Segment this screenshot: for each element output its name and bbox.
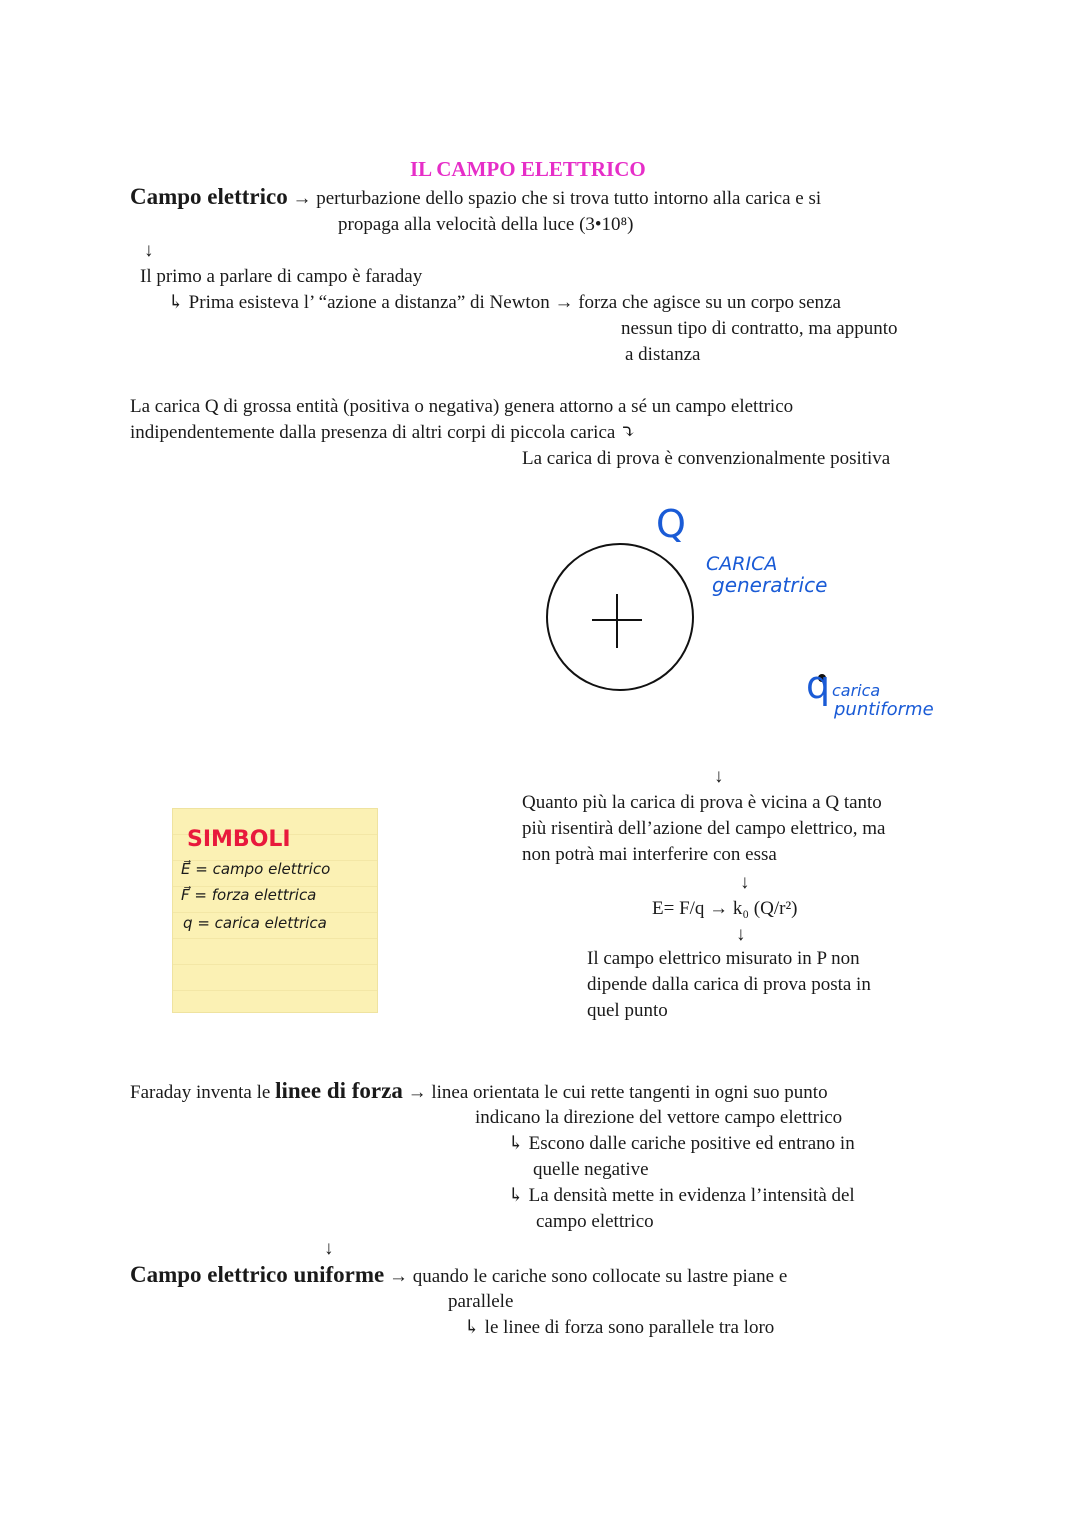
arrow-down-icon: ↓ — [714, 766, 724, 787]
arrow-down-icon: ↓ — [736, 924, 746, 945]
lines-prefix: Faraday inventa le — [130, 1082, 271, 1103]
measured-text-1: Il campo elettrico misurato in P non — [587, 948, 860, 969]
term-campo-uniforme: Campo elettrico uniforme — [130, 1262, 385, 1287]
vector-f-icon: F⃗ — [181, 886, 190, 904]
faraday-first: Il primo a parlare di campo è faraday — [140, 266, 423, 287]
sub-arrow-icon: ↳ — [464, 1317, 480, 1338]
symbol-q-letter: q — [183, 914, 193, 932]
def-text-2: propaga alla velocità della luce (3•10⁸) — [338, 214, 634, 235]
newton-prefix: Prima esisteva l’ “azione a distanza” di Newton — [188, 292, 550, 313]
charge-text-2: indipendentemente dalla presenza di altri corpi di piccola carica — [130, 422, 616, 443]
arrow-down-icon: ↓ — [740, 872, 750, 893]
newton-text-1: forza che agisce su un corpo senza — [578, 292, 841, 313]
label-carica-puntiforme-1: carica — [832, 681, 881, 700]
label-carica-generatrice-1: CARICA — [706, 553, 778, 575]
lines-text-4: quelle negative — [533, 1159, 649, 1180]
sub-arrow-icon: ↳ — [508, 1185, 524, 1206]
arrow-right-icon: → — [554, 292, 574, 313]
lines-text-3: Escono dalle cariche positive ed entrano in — [528, 1133, 855, 1154]
near-text-3: non potrà mai interferire con essa — [522, 844, 777, 865]
lines-row-3 — [508, 1131, 855, 1157]
arrow-down-icon: ↓ — [324, 1238, 334, 1259]
term-campo-elettrico: Campo elettrico — [130, 184, 288, 209]
label-Q: Q — [656, 502, 686, 546]
charge-text-2-row — [130, 420, 636, 446]
symbol-f-meaning: = forza elettrica — [194, 886, 317, 904]
uniform-text-2: parallele — [448, 1291, 514, 1312]
def-text-1: perturbazione dello spazio che si trova tutto intorno alla carica e si — [316, 188, 822, 209]
uniform-text-3: le linee di forza sono parallele tra loro — [484, 1317, 775, 1338]
page-title: IL CAMPO ELETTRICO — [410, 157, 646, 181]
sub-arrow-icon: ↳ — [168, 292, 184, 313]
turn-down-arrow-icon: ⤵ — [620, 422, 636, 443]
lines-text-5: La densità mette in evidenza l’intensità del — [528, 1185, 855, 1206]
term-linee-di-forza: linee di forza — [275, 1078, 403, 1103]
uniform-row-3 — [464, 1315, 774, 1341]
newton-text-2: nessun tipo di contratto, ma appunto — [621, 318, 898, 339]
arrow-right-icon: → — [388, 1266, 408, 1287]
symbols-title: SIMBOLI — [187, 827, 291, 852]
arrow-right-icon: → — [292, 188, 312, 209]
source-charge-circle — [547, 544, 693, 690]
label-q: q — [806, 663, 831, 707]
measured-text-3: quel punto — [587, 1000, 668, 1021]
def-line-1 — [130, 184, 821, 212]
label-carica-puntiforme-2: puntiforme — [834, 699, 934, 720]
lines-text-6: campo elettrico — [536, 1211, 654, 1232]
newton-line — [168, 290, 841, 316]
symbol-row-q — [183, 913, 327, 933]
symbols-sticky-note — [172, 808, 378, 1013]
lines-row-5 — [508, 1183, 855, 1209]
label-carica-generatrice-2: generatrice — [712, 573, 828, 597]
symbol-row-e — [181, 859, 330, 879]
charge-text-3: La carica di prova è convenzionalmente positiva — [522, 448, 891, 469]
near-text-2: più risentirà dell’azione del campo elettrico, ma — [522, 818, 886, 839]
measured-text-2: dipende dalla carica di prova posta in — [587, 974, 871, 995]
symbol-row-f — [181, 885, 316, 905]
arrow-right-icon: → — [407, 1082, 427, 1103]
formula: E= F/q → k₀ (Q/r²) — [652, 898, 798, 919]
uniform-text-1: quando le cariche sono collocate su lastre piane e — [412, 1266, 788, 1287]
newton-text-3: a distanza — [625, 344, 701, 365]
lines-text-2: indicano la direzione del vettore campo elettrico — [475, 1107, 843, 1128]
sub-arrow-icon: ↳ — [508, 1133, 524, 1154]
lines-row-1 — [130, 1078, 828, 1106]
symbol-q-meaning: = carica elettrica — [197, 914, 327, 932]
uniform-row-1 — [130, 1262, 787, 1290]
vector-e-icon: E⃗ — [181, 860, 191, 878]
symbol-e-meaning: = campo elettrico — [195, 860, 331, 878]
lines-text-1: linea orientata le cui rette tangenti in ogni suo punto — [431, 1082, 828, 1103]
arrow-down-icon: ↓ — [144, 240, 154, 261]
charge-text-1: La carica Q di grossa entità (positiva o negativa) genera attorno a sé un campo elettrico — [130, 396, 794, 417]
near-text-1: Quanto più la carica di prova è vicina a Q tanto — [522, 792, 882, 813]
